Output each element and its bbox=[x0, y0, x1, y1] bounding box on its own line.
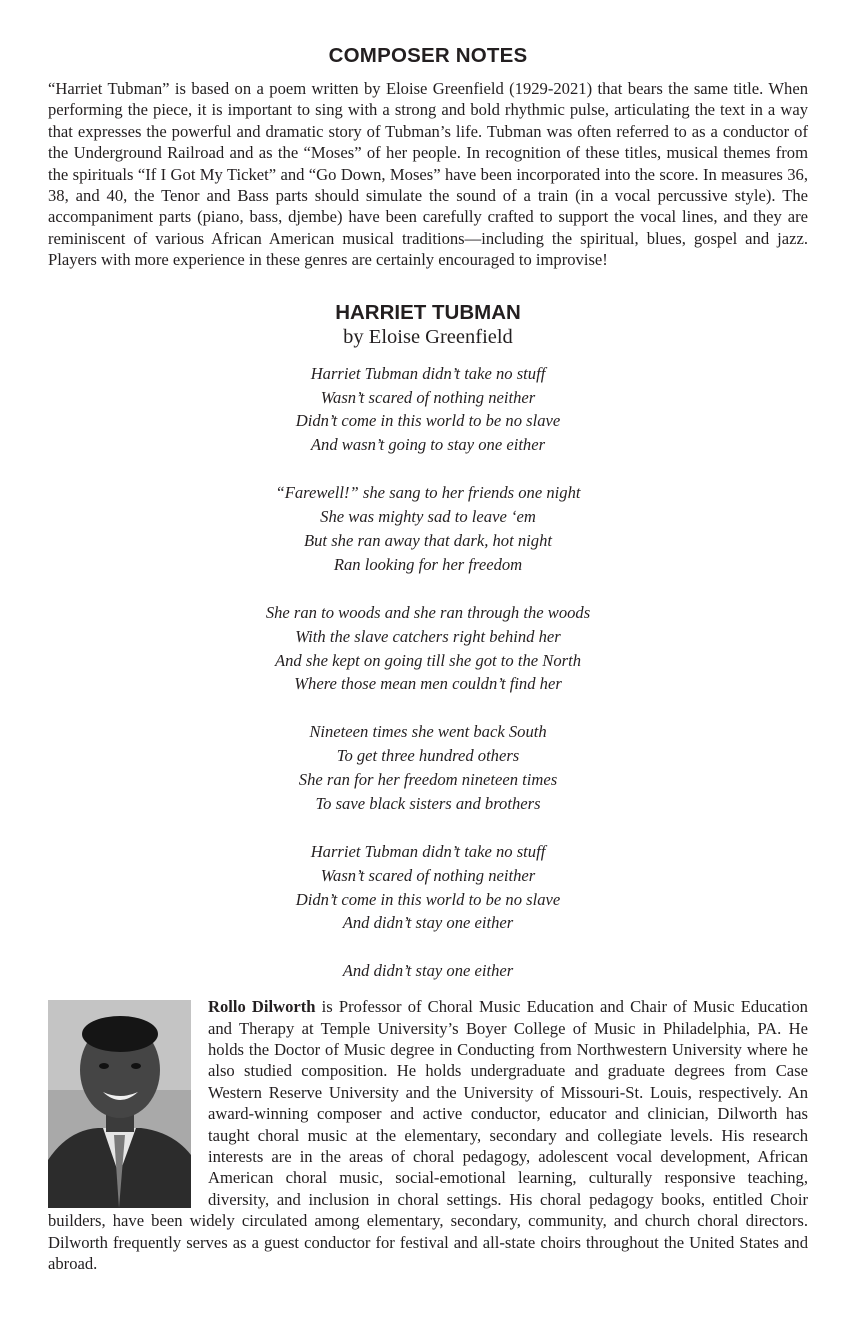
poem-line: Wasn’t scared of nothing neither bbox=[320, 387, 536, 407]
stanza bbox=[48, 840, 808, 936]
poem-line: To get three hundred others bbox=[336, 746, 520, 766]
poem-title: HARRIET TUBMAN bbox=[335, 300, 521, 324]
composer-notes-body: “Harriet Tubman” is based on a poem written by Eloise Greenfield (1929-2021) that bears the same title. When performing the piece, it is important to sing with a strong and bold rhythmic pulse, articulating the text in a way that expresses the powerful and dramatic story of Tubman’s life. Tubman was often referred to as a conductor of the Underground Railroad and as the “Moses” of her people. In recognition of these titles, musical themes from the spirituals “If I Got My Ticket” and “Go Down, Moses” have been incorporated into the score. In measures 36, 38, and 40, the Tenor and Bass parts should simulate the sound of a train (in a vocal percussive style). The accompaniment parts (piano, bass, djembe) have been carefully crafted to support the vocal lines, and they are reminiscent of various African American musical traditions—including the spiritual, blues, gospel and jazz. Players with more experience in these genres are certainly encouraged to improvise! bbox=[48, 79, 808, 270]
poem-line: She ran to woods and she ran through the woods bbox=[265, 602, 591, 622]
poem-line: Wasn’t scared of nothing neither bbox=[320, 865, 536, 885]
composer-notes-heading: COMPOSER NOTES bbox=[328, 44, 528, 67]
stanza bbox=[48, 362, 808, 458]
stanza bbox=[48, 481, 808, 577]
composer-bio-text: is Professor of Choral Music Education and Chair of Music Education and Therapy at Temple University’s Boyer College of Music in Philadelphia, PA. He holds the Doctor of Music degree in Conducting from Northwestern University where he also studied composition. He holds undergraduate and graduate degrees from Case Western Reserve University and the University of Missouri-St. Louis, respectively. An award-winning composer and active conductor, educator and clinician, Dilworth has taught choral music at the elementary, secondary and collegiate levels. His research interests are in the areas of choral pedagogy, adolescent vocal development, African American choral music, social-emotional learning, culturally responsive teaching, diversity, and inclusion in choral settings. His choral pedagogy books, entitled Choir builders, have been widely circulated among elementary, secondary, community, and church choral directors. Dilworth frequently serves as a guest conductor for festival and all-state choirs throughout the United States and abroad. bbox=[48, 997, 808, 1274]
poem-line: Where those mean men couldn’t find her bbox=[294, 674, 562, 694]
poem-line: And wasn’t going to stay one either bbox=[310, 435, 546, 455]
composer-photo bbox=[48, 1000, 191, 1208]
composer-name: Rollo Dilworth bbox=[208, 997, 316, 1017]
page bbox=[48, 44, 808, 1274]
poem-line: With the slave catchers right behind her bbox=[295, 626, 561, 646]
portrait-illustration bbox=[48, 1000, 191, 1208]
poem-line: To save black sisters and brothers bbox=[315, 793, 541, 813]
poem-author: by Eloise Greenfield bbox=[343, 325, 513, 348]
poem-line: But she ran away that dark, hot night bbox=[304, 530, 552, 550]
poem-line: Ran looking for her freedom bbox=[333, 554, 523, 574]
poem-line: And didn’t stay one either bbox=[342, 961, 514, 981]
poem-line: Harriet Tubman didn’t take no stuff bbox=[310, 841, 546, 861]
poem-line: And didn’t stay one either bbox=[342, 913, 514, 933]
poem-line: Nineteen times she went back South bbox=[309, 722, 547, 742]
stanza bbox=[48, 720, 808, 816]
stanza bbox=[48, 601, 808, 697]
poem-text bbox=[48, 362, 808, 983]
poem-line: Didn’t come in this world to be no slave bbox=[295, 889, 561, 909]
poem-line: “Farewell!” she sang to her friends one night bbox=[275, 483, 581, 503]
composer-bio bbox=[48, 996, 808, 1274]
poem-line: She ran for her freedom nineteen times bbox=[298, 770, 558, 790]
stanza bbox=[48, 959, 808, 983]
poem-line: Didn’t come in this world to be no slave bbox=[295, 411, 561, 431]
poem-line: And she kept on going till she got to the North bbox=[274, 650, 582, 670]
poem-line: She was mighty sad to leave ‘em bbox=[320, 507, 536, 527]
poem-line: Harriet Tubman didn’t take no stuff bbox=[310, 363, 546, 383]
